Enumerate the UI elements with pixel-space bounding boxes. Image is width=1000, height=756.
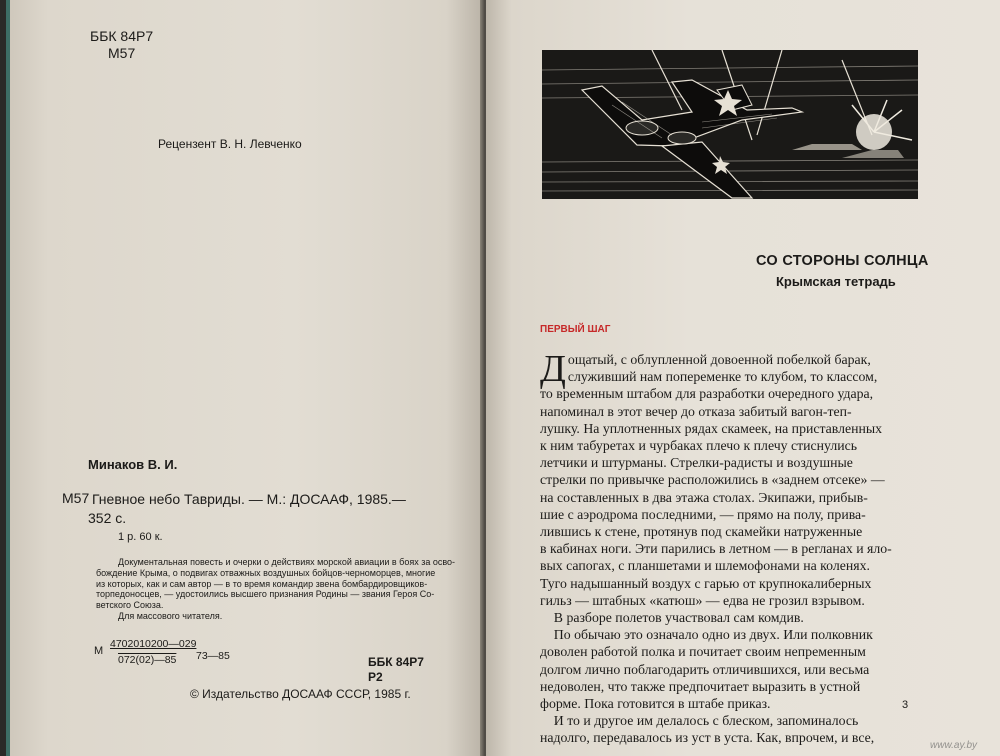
drop-cap: Д	[540, 348, 566, 390]
body-line: форме. Пока готовится в штабе приказ.	[540, 696, 771, 712]
index-suffix: 73—85	[196, 650, 230, 662]
body-line: шие с аэродрома последними, — прямо на полу, прива-	[540, 506, 866, 522]
bbk-code-line: ББК 84Р7	[90, 28, 154, 44]
body-line: И то и другое им делалось с блеском, запоминалось	[540, 713, 859, 729]
annotation	[96, 557, 455, 622]
reviewer-line: Рецензент В. Н. Левченко	[158, 137, 302, 151]
body-line: напоминал в этот вечер до отказа забитый вагон-теп-	[540, 403, 852, 419]
biblio-line: 352 с.	[88, 510, 127, 526]
body-line: на составленных в два этажа столах. Экипажи, прибыв-	[540, 489, 868, 505]
body-line: Туго надышанный воздух с гарью от крупнокалиберных	[540, 575, 872, 591]
body-line: доволен работой полка и почитает своим непременным	[540, 644, 866, 660]
bbk-code-line: Р2	[368, 670, 383, 684]
section-title: ПЕРВЫЙ ШАГ	[540, 324, 611, 335]
annotation-line: из которых, как и сам автор — в то время командир звена бомбардировщиков-	[96, 578, 428, 589]
watermark: www.ay.by	[930, 740, 978, 751]
body-line: стрелки по привычке расположились в «заднем отсеке» —	[540, 472, 885, 488]
chapter-subtitle: Крымская тетрадь	[776, 274, 896, 289]
body-line: гильз — штабных «катюш» — едва не грозил взрывом.	[540, 592, 865, 608]
bomber-engraving-illustration	[542, 50, 918, 199]
annotation-line: торпедоносцев, — удостоились высшего признания Родины — звания Героя Со-	[96, 589, 435, 600]
annotation-line: ветского Союза.	[96, 600, 164, 611]
price: 1 р. 60 к.	[118, 531, 163, 543]
body-line: то временным штабом для разработки очередного удара,	[540, 386, 874, 402]
body-line: По обычаю это означало одно из двух. Или полковник	[540, 627, 873, 643]
left-page	[6, 0, 484, 756]
body-line: служивший нам попеременке то клубом, то классом,	[567, 369, 878, 385]
index-numerator: 4702010200—029	[110, 638, 197, 650]
biblio-description	[88, 490, 406, 528]
copyright-line: © Издательство ДОСААФ СССР, 1985 г.	[190, 687, 411, 701]
index-denominator: 072(02)—85	[118, 654, 177, 666]
annotation-line: Документальная повесть и очерки о действиях морской авиации в боях за осво-	[118, 557, 456, 567]
chapter-body-text	[540, 348, 892, 747]
biblio-line: Гневное небо Тавриды. — М.: ДОСААФ, 1985.—	[92, 491, 406, 507]
bbk-code-line: ББК 84Р7	[368, 655, 424, 669]
biblio-code: М57	[62, 490, 90, 506]
body-line: вых сапогах, с планшетами и шлемофонами на коленях.	[540, 558, 870, 574]
chapter-title: СО СТОРОНЫ СОЛНЦА	[756, 253, 929, 269]
body-line: летчики и штурманы. Стрелки-радисты и воздушные	[540, 455, 853, 471]
body-line: долгом лично поблагодарить отличившихся, или весьма	[540, 661, 870, 677]
body-line: лившись к стене, протянув под скамейки натруженные	[540, 524, 863, 540]
bbk-code-line: М57	[108, 45, 136, 61]
annotation-line: бождение Крыма, о подвигах отважных воздушных бойцов-черноморцев, многие	[96, 567, 436, 578]
body-line: В разборе полетов участвовал сам комдив.	[540, 610, 804, 626]
body-line: надолго, передавалось из уст в уста. Как, впрочем, и все,	[540, 730, 875, 746]
bbk-code-bottom	[368, 655, 424, 685]
page-number: 3	[902, 699, 909, 711]
body-line: в кабинах ноги. Эти парились в летном — в регланах и яло-	[540, 541, 892, 557]
body-line: к ним табуретах и чурбаках плечо к плечу стиснулись	[540, 438, 858, 454]
annotation-line: Для массового читателя.	[118, 610, 223, 621]
body-line: ощатый, с облупленной довоенной побелкой барак,	[567, 352, 871, 367]
index-letter: М	[94, 645, 104, 657]
author-name: Минаков В. И.	[88, 457, 178, 472]
body-line: недоволен, что также предпочитает выразить в устной	[540, 678, 861, 694]
bbk-code-top	[90, 28, 153, 62]
body-line: лушку. На уплотненных рядах скамеек, на приставленных	[540, 420, 883, 436]
